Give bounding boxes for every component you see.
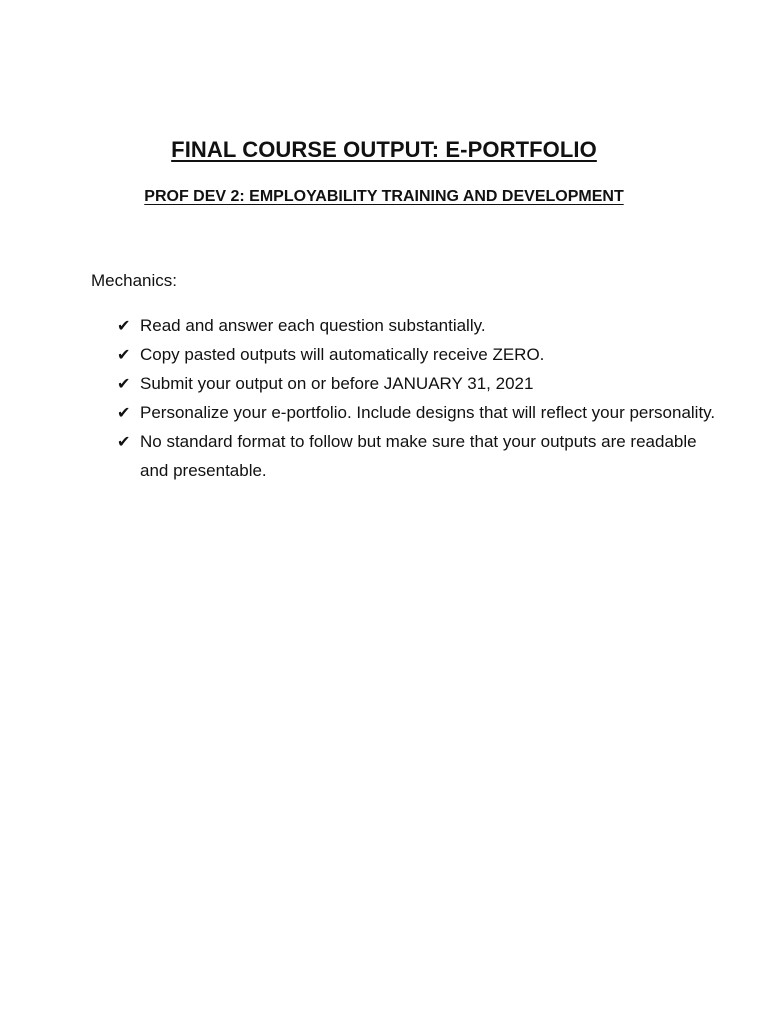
list-item-text: Personalize your e-portfolio. Include designs that will reflect your personality. [140,403,716,422]
document-subtitle [0,188,768,206]
mechanics-label: Mechanics: [91,271,177,290]
document-subtitle-text: PROF DEV 2: EMPLOYABILITY TRAINING AND DEVELOPMENT [144,188,624,205]
list-item [117,427,717,485]
mechanics-list [117,311,717,485]
list-item [117,369,717,398]
list-item [117,340,717,369]
check-mark-icon: ✔ [117,345,131,364]
list-item-text: Copy pasted outputs will automatically receive ZERO. [140,345,545,364]
list-item-text: Submit your output on or before JANUARY 31, 2021 [140,374,534,393]
list-item [117,398,717,427]
list-item-text: No standard format to follow but make sure that your outputs are readable and presentable. [140,432,697,480]
check-mark-icon: ✔ [117,316,131,335]
list-item-text: Read and answer each question substantially. [140,316,486,335]
document-title-text: FINAL COURSE OUTPUT: E-PORTFOLIO [171,137,597,162]
check-mark-icon: ✔ [117,403,131,422]
check-mark-icon: ✔ [117,432,131,451]
check-mark-icon: ✔ [117,374,131,393]
document-title [0,137,768,163]
list-item [117,311,717,340]
